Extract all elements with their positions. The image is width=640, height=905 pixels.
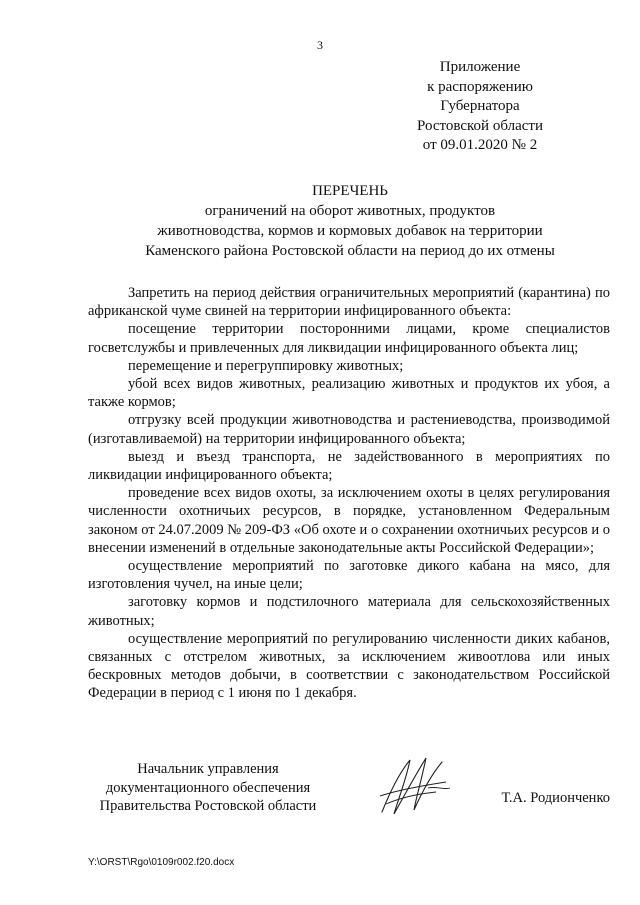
appendix-line: от 09.01.2020 № 2 <box>422 137 538 153</box>
body-paragraph: посещение территории посторонними лицами, кроме специалистов госветслужбы и привлеченных для ликвидации инфицированного объекта лиц; <box>88 321 610 356</box>
signer-name: Т.А. Родионченко <box>501 790 610 806</box>
body-paragraph: отгрузку всей продукции животноводства и растениеводства, производимой (изготавливаемой) на территории инфицированного объекта; <box>88 412 610 447</box>
appendix-line: к распоряжению <box>427 78 533 95</box>
title-line: животноводства, кормов и кормовых добавок на территории <box>157 223 543 239</box>
appendix-line: Ростовской области <box>417 117 543 134</box>
appendix-block <box>380 58 580 156</box>
appendix-line: Приложение <box>439 59 521 75</box>
file-path-footer: Y:\ORST\Rgo\0109r002.f20.docx <box>88 857 235 868</box>
body-paragraph: осуществление мероприятий по заготовке дикого кабана на мясо, для изготовления чучел, на иные цели; <box>88 558 610 593</box>
body-paragraph: заготовку кормов и подстилочного материала для сельскохозяйственных животных; <box>88 594 610 629</box>
document-body <box>88 284 610 703</box>
body-paragraph: убой всех видов животных, реализацию животных и продуктов их убоя, а также кормов; <box>88 376 610 411</box>
document-title <box>40 181 640 261</box>
body-paragraph: проведение всех видов охоты, за исключением охоты в целях регулирования численности охотничьих ресурсов, в порядке, установленном Федеральным законом от 24.07.2009 № 209-ФЗ «Об охоте и о сохранении охотничьих ресурсов и о внесении изменений в отдельные законодательные акты Российской Федерации»; <box>88 485 610 556</box>
signer-position <box>88 760 328 816</box>
body-paragraph: осуществление мероприятий по регулированию численности диких кабанов, связанных с отстрелом животных, за исключением живоотлова или иных бескровных методов добычи, в соответствии с законодательством Российской Федерации в период с 1 июня по 1 декабря. <box>88 630 610 702</box>
body-paragraph: Запретить на период действия ограничительных мероприятий (карантина) по африканской чуме свиней на территории инфицированного объекта: <box>88 285 610 320</box>
page-number: 3 <box>317 38 323 52</box>
body-paragraph: перемещение и перегруппировку животных; <box>128 357 404 374</box>
signer-position-line: документационного обеспечения <box>105 779 311 796</box>
title-line: ограничений на оборот животных, продуктов <box>204 203 496 219</box>
title-heading: ПЕРЕЧЕНЬ <box>312 183 388 199</box>
signer-position-line: Правительства Ростовской области <box>99 798 317 814</box>
appendix-line: Губернатора <box>440 98 520 114</box>
title-line: Каменского района Ростовской области на период до их отмены <box>145 243 555 259</box>
body-paragraph: выезд и въезд транспорта, не задействованного в мероприятиях по ликвидации инфицированного объекта; <box>88 448 610 484</box>
handwritten-signature <box>376 752 456 822</box>
signer-position-line: Начальник управления <box>137 761 279 777</box>
